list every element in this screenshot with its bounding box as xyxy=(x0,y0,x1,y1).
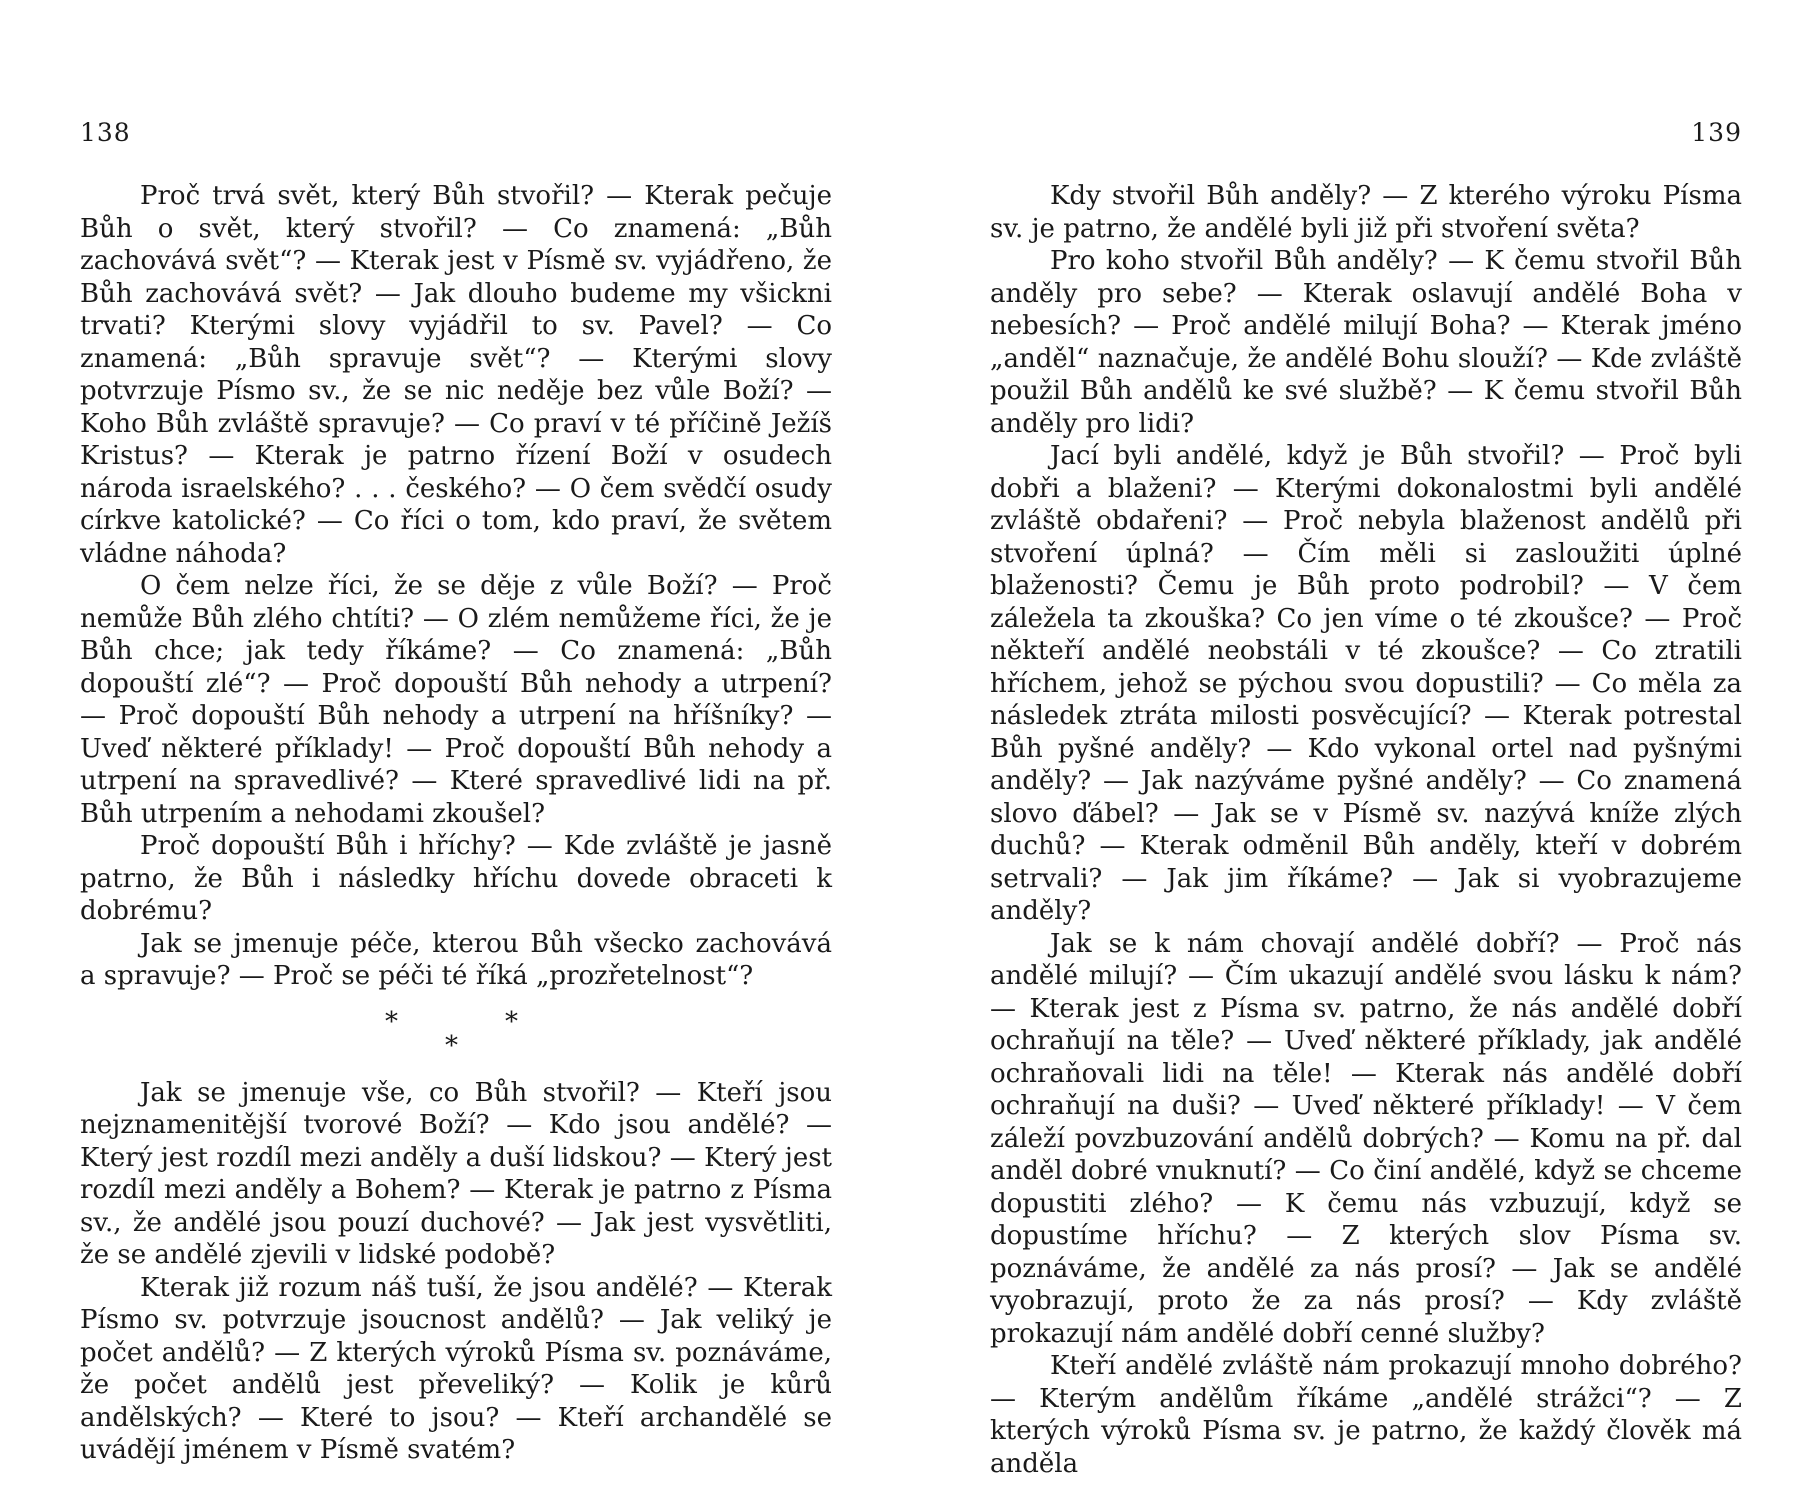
asterisk: * xyxy=(505,1006,518,1037)
paragraph: Proč trvá svět, který Bůh stvořil? — Kterak pečuje Bůh o svět, který stvořil? — Co znamená: „Bůh zachovává svět“? — Kterak jest v Písmě sv. vyjádřeno, že Bůh zachovává svět? — Jak dlouho budeme my všickni trvati? Kterými slovy vyjádřil to sv. Pavel? — Co znamená: „Bůh spravuje svět“? — Kterými slovy potvrzuje Písmo sv., že se nic neděje bez vůle Boží? — Koho Bůh zvláště spravuje? — Co praví v té příčině Ježíš Kristus? — Kterak je patrno řízení Boží v osudech národa israelského? . . . českého? — O čem svědčí osudy církve katolické? — Co říci o tom, kdo praví, že světem vládne náhoda? xyxy=(80,181,832,569)
paragraph: Jací byli andělé, když je Bůh stvořil? — Proč byli dobři a blaženi? — Kterými dokonalostmi byli andělé zvláště obdařeni? — Proč nebyla blaženost andělů při stvoření úplná? — Čím měli si zasloužiti úplné blaženosti? Čemu je Bůh proto podrobil? — V čem záležela ta zkouška? Co jen víme o té zkoušce? — Proč někteří andělé neobstáli v té zkoušce? — Co ztratili hříchem, jehož se pýchou svou dopustili? — Co měla za následek ztráta milosti posvěcující? — Kterak potrestal Bůh pyšné anděly? — Kdo vykonal ortel nad pyšnými anděly? — Jak nazýváme pyšné anděly? — Co znamená slovo ďábel? — Jak se v Písmě sv. nazývá kníže zlých duchů? — Kterak odměnil Bůh anděly, kteří v dobrém setrvali? — Jak jim říkáme? — Jak si vyobrazujeme anděly? xyxy=(990,441,1742,926)
paragraph: Jak se k nám chovají andělé dobří? — Proč nás andělé milují? — Čím ukazují andělé svou lásku k nám? — Kterak jest z Písma sv. patrno, že nás andělé dobří ochraňují na těle? — Uveď některé příklady, jak andělé ochraňovali lidi na těle! — Kterak nás andělé dobří ochraňují na duši? — Uveď některé příklady! — V čem záleží povzbuzování andělů dobrých? — Komu na př. dal anděl dobré vnuknutí? — Co činí andělé, když se chceme dopustiti zlého? — K čemu nás vzbuzují, když se dopustíme hříchu? — Z kterých slov Písma sv. poznáváme, že andělé za nás prosí? — Jak se andělé vyobrazují, proto že za nás prosí? — Kdy zvláště prokazují nám andělé dobří cenné služby? xyxy=(990,928,1742,1349)
page-number: 139 xyxy=(1691,118,1742,147)
paragraph: Jak se jmenuje vše, co Bůh stvořil? — Kteří jsou nejznamenitější tvorové Boží? — Kdo jsou andělé? — Který jest rozdíl mezi anděly a duší lidskou? — Který jest rozdíl mezi anděly a Bohem? — Kterak je patrno z Písma sv., že andělé jsou pouzí duchové? — Jak jest vysvětliti, že se andělé zjevili v lidské podobě? xyxy=(80,1077,832,1270)
paragraph: Kdy stvořil Bůh anděly? — Z kterého výroku Písma sv. je patrno, že andělé byli již při stvoření světa? xyxy=(990,181,1742,244)
paragraph: Kteří andělé zvláště nám prokazují mnoho dobrého? — Kterým andělům říkáme „andělé strážci“? — Z kterých výroků Písma sv. je patrno, že každý člověk má anděla xyxy=(990,1351,1742,1479)
paragraph: Proč dopouští Bůh i hříchy? — Kde zvláště je jasně patrno, že Bůh i následky hříchu dovede obraceti k dobrému? xyxy=(80,831,832,926)
section-separator xyxy=(80,993,832,1077)
page-body xyxy=(80,180,832,1467)
paragraph: Jak se jmenuje péče, kterou Bůh všecko zachovává a spravuje? — Proč se péči té říká „prozřetelnost“? xyxy=(80,928,832,991)
asterisk: * xyxy=(385,1006,398,1037)
paragraph: O čem nelze říci, že se děje z vůle Boží? — Proč nemůže Bůh zlého chtíti? — O zlém nemůžeme říci, že je Bůh chce; jak tedy říkáme? — Co znamená: „Bůh dopouští zlé“? — Proč dopouští Bůh nehody a utrpení? — Proč dopouští Bůh nehody a utrpení na hříšníky? — Uveď některé příklady! — Proč dopouští Bůh nehody a utrpení na spravedlivé? — Které spravedlivé lidi na př. Bůh utrpením a nehodami zkoušel? xyxy=(80,571,832,829)
asterisk: * xyxy=(445,1030,458,1061)
page-number: 138 xyxy=(80,118,131,147)
page-body xyxy=(990,180,1742,1480)
paragraph: Pro koho stvořil Bůh anděly? — K čemu stvořil Bůh anděly pro sebe? — Kterak oslavují andělé Boha v nebesích? — Proč andělé milují Boha? — Kterak jméno „anděl“ naznačuje, že andělé Bohu slouží? — Kde zvláště použil Bůh andělů ke své službě? — K čemu stvořil Bůh anděly pro lidi? xyxy=(990,246,1742,439)
paragraph: Kterak již rozum náš tuší, že jsou andělé? — Kterak Písmo sv. potvrzuje jsoucnost andělů? — Jak veliký je počet andělů? — Z kterých výroků Písma sv. poznáváme, že počet andělů jest převeliký? — Kolik je kůrů andělských? — Které to jsou? — Kteří archandělé se uvádějí jménem v Písmě svatém? xyxy=(80,1272,832,1465)
